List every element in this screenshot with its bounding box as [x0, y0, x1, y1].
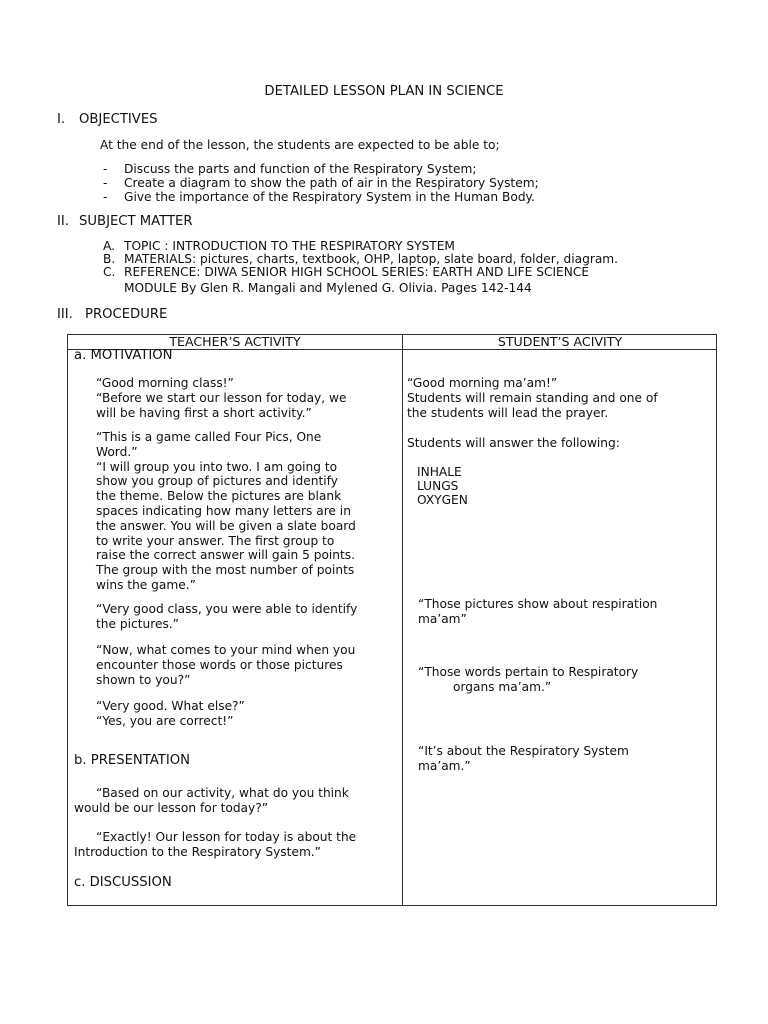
- subject-matter-number: II.: [57, 214, 69, 229]
- column-divider: [402, 335, 403, 905]
- subject-matter-list: [103, 240, 618, 295]
- list-item: B. MATERIALS: pictures, charts, textbook, OHP, laptop, slate board, folder, diagram.: [103, 252, 619, 267]
- list-item: - Create a diagram to show the path of air in the Respiratory System;: [103, 176, 539, 190]
- student-answers: INHALE LUNGS OXYGEN: [417, 465, 468, 507]
- objectives-list: [103, 162, 539, 204]
- teacher-presentation-question: “Based on our activity, what do you think would be our lesson for today?”: [74, 786, 349, 815]
- teacher-praise: “Very good class, you were able to identify the pictures.”: [96, 602, 358, 631]
- list-item: A. TOPIC : INTRODUCTION TO THE RESPIRATORY SYSTEM: [103, 239, 455, 253]
- list-item: - Give the importance of the Respiratory System in the Human Body.: [103, 190, 535, 204]
- list-item: C. REFERENCE: DIWA SENIOR HIGH SCHOOL SERIES: EARTH AND LIFE SCIENCE: [103, 265, 590, 280]
- presentation-heading: b. PRESENTATION: [74, 753, 190, 768]
- student-column-header: STUDENT’S ACIVITY: [497, 334, 623, 349]
- teacher-column-header: TEACHER’S ACTIVITY: [169, 334, 301, 349]
- motivation-heading: a. MOTIVATION: [74, 348, 173, 363]
- document-title: DETAILED LESSON PLAN IN SCIENCE: [264, 84, 504, 99]
- procedure-title: PROCEDURE: [85, 307, 168, 322]
- list-item: - Discuss the parts and function of the Respiratory System;: [103, 162, 477, 176]
- student-answer-intro: Students will answer the following:: [407, 436, 620, 450]
- teacher-lesson-intro: “Exactly! Our lesson for today is about the Introduction to the Respiratory System.”: [74, 830, 357, 859]
- objectives-heading: [57, 112, 158, 127]
- objectives-number: I.: [57, 112, 66, 127]
- objectives-intro: At the end of the lesson, the students are expected to be able to;: [100, 138, 500, 152]
- student-greeting: “Good morning ma’am!” Students will remain standing and one of the students will lead the prayer.: [407, 376, 658, 420]
- objectives-title: OBJECTIVES: [79, 112, 158, 127]
- subject-matter-heading: [57, 214, 193, 229]
- teacher-game-instructions: “This is a game called Four Pics, One Word.” “I will group you into two. I am going to show you group of pictures and identify the theme. Below the pictures are blank spaces indicating how many letters are in the answer. You will be given a slate board to write your answer. The first group to raise the correct answer will gain 5 points. The group with the most number of points wins the game.”: [96, 430, 356, 592]
- teacher-question: “Now, what comes to your mind when you encounter those words or those pictures shown to you?”: [96, 643, 356, 687]
- teacher-greeting: “Good morning class!” “Before we start our lesson for today, we will be having first a short activity.”: [96, 376, 347, 420]
- discussion-heading: c. DISCUSSION: [74, 875, 172, 890]
- teacher-followup: “Very good. What else?” “Yes, you are correct!”: [96, 699, 245, 728]
- procedure-heading: [57, 307, 167, 322]
- student-lesson-answer: “It’s about the Respiratory System ma’am.”: [418, 744, 629, 773]
- procedure-table: [67, 334, 717, 906]
- reference-continuation: MODULE By Glen R. Mangali and Mylened G. Olivia. Pages 142-144: [124, 280, 532, 295]
- procedure-number: III.: [57, 307, 73, 322]
- student-organs-answer: “Those words pertain to Respiratory organs ma’am.”: [418, 665, 639, 694]
- subject-matter-title: SUBJECT MATTER: [79, 214, 193, 229]
- student-respiration-answer: “Those pictures show about respiration ma’am”: [418, 597, 658, 626]
